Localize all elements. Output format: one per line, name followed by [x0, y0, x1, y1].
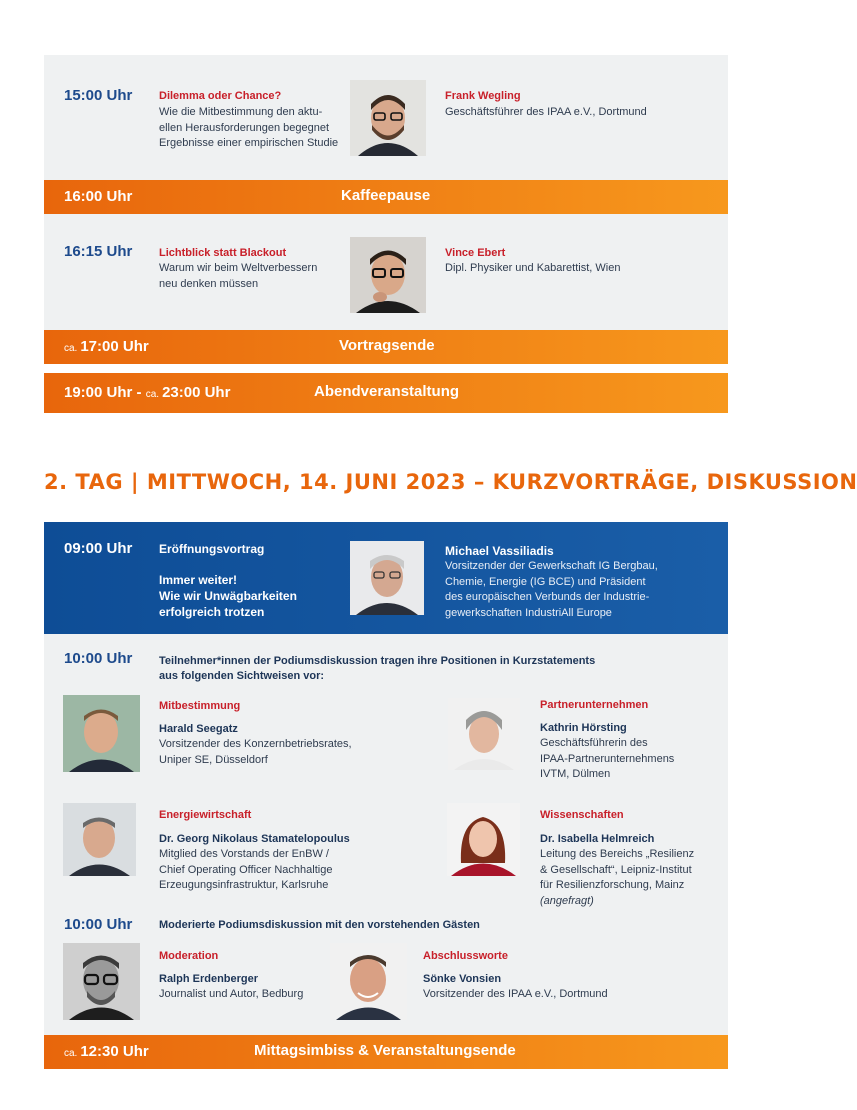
- opening-speaker-name: Michael Vassiliadis: [445, 544, 554, 558]
- panelist2-name: Kathrin Hörsting: [540, 722, 627, 734]
- panelist3-role: Mitglied des Vorstands der EnBW / Chief Operating Officer Nachhaltige Erzeugungsinfrastruktur, Karlsruhe: [159, 848, 333, 891]
- moderator-role: Journalist und Autor, Bedburg: [159, 988, 304, 1000]
- panelist-photo-georg-stamatelopoulus: [63, 803, 136, 876]
- evening-event-label: Abendveranstaltung: [314, 383, 460, 400]
- speaker-photo-vince-ebert: [350, 237, 426, 313]
- moderator-name: Ralph Erdenberger: [159, 973, 259, 985]
- panelist2-category: Partnerunternehmen: [540, 699, 649, 711]
- talk1-speaker-role: Geschäftsführer des IPAA e.V., Dortmund: [445, 106, 647, 118]
- lunch-end-label: Mittagsimbiss & Veranstaltungsende: [254, 1042, 516, 1059]
- panelist3-name: Dr. Georg Nikolaus Stamatelopoulus: [159, 833, 350, 845]
- talk2-speaker-role: Dipl. Physiker und Kabarettist, Wien: [445, 262, 621, 274]
- panelist1-category: Mitbestimmung: [159, 700, 241, 712]
- lunch-end-time: ca. 12:30 Uhr: [64, 1043, 149, 1060]
- panelist-photo-kathrin-hoersting: [448, 698, 520, 770]
- opening-title: Eröffnungsvortrag: [159, 542, 265, 556]
- closing-category: Abschlussworte: [423, 950, 508, 962]
- talk2-time: 16:15 Uhr: [64, 243, 133, 260]
- day2-heading: 2. TAG | MITTWOCH, 14. JUNI 2023 – KURZVORTRÄGE, DISKUSSION: [44, 470, 857, 494]
- lunch-end-bar: [44, 1035, 728, 1069]
- panelist-photo-isabella-helmreich: [447, 803, 520, 876]
- discussion-time: 10:00 Uhr: [64, 916, 133, 933]
- evening-event-time: 19:00 Uhr - ca. 23:00 Uhr: [64, 384, 231, 401]
- talk2-title: Lichtblick statt Blackout: [159, 247, 287, 259]
- talk2-description: Warum wir beim Weltverbessern neu denken müssen: [159, 262, 318, 290]
- talks-end-label: Vortragsende: [339, 337, 435, 354]
- panelist-photo-harald-seegatz: [63, 695, 140, 772]
- panelist1-role: Vorsitzender des Konzernbetriebsrates, Uniper SE, Düsseldorf: [159, 738, 352, 766]
- panelist3-category: Energiewirtschaft: [159, 809, 252, 821]
- closing-speaker-name: Sönke Vonsien: [423, 973, 502, 985]
- talk1-title: Dilemma oder Chance?: [159, 90, 282, 102]
- talk2-speaker-name: Vince Ebert: [445, 247, 506, 259]
- statements-time: 10:00 Uhr: [64, 650, 133, 667]
- talk1-time: 15:00 Uhr: [64, 87, 133, 104]
- opening-subtitle: Immer weiter! Wie wir Unwägbarkeiten erfolgreich trotzen: [159, 573, 297, 619]
- closing-speaker-role: Vorsitzender des IPAA e.V., Dortmund: [423, 988, 608, 1000]
- panelist4-role: Leitung des Bereichs „Resilienz & Gesellschaft“, Leipniz-Institut für Resilienzforschung, Mainz (angefragt): [540, 848, 695, 907]
- speaker-photo-michael-vassiliadis: [350, 541, 424, 615]
- talk1-description: Wie die Mitbestimmung den aktu- ellen Herausforderungen begegnet Ergebnisse einer empirischen Studie: [159, 106, 339, 149]
- closing-speaker-photo-soenke-vonsien: [330, 943, 407, 1020]
- panelist1-name: Harald Seegatz: [159, 723, 238, 735]
- discussion-intro: Moderierte Podiumsdiskussion mit den vorstehenden Gästen: [159, 919, 480, 931]
- talks-end-bar: [44, 330, 728, 364]
- coffee-break-bar: [44, 180, 728, 214]
- evening-event-bar: [44, 373, 728, 413]
- coffee-break-label: Kaffeepause: [341, 187, 431, 204]
- opening-time: 09:00 Uhr: [64, 540, 133, 557]
- opening-speaker-role: Vorsitzender der Gewerkschaft IG Bergbau, Chemie, Energie (IG BCE) und Präsident des europäischen Verbunds der Industrie- gewerkschaften IndustriAll Europe: [445, 560, 658, 619]
- moderation-category: Moderation: [159, 950, 219, 962]
- talk1-speaker-name: Frank Wegling: [445, 90, 521, 102]
- coffee-break-time: 16:00 Uhr: [64, 188, 133, 205]
- speaker-photo-frank-wegling: [350, 80, 426, 156]
- moderator-photo-ralph-erdenberger: [63, 943, 140, 1020]
- panelist2-role: Geschäftsführerin des IPAA-Partnerunternehmens IVTM, Dülmen: [540, 737, 675, 780]
- panelist4-category: Wissenschaften: [540, 809, 624, 821]
- panelist4-name: Dr. Isabella Helmreich: [540, 833, 655, 845]
- talks-end-time: ca. 17:00 Uhr: [64, 338, 149, 355]
- statements-intro: Teilnehmer*innen der Podiumsdiskussion tragen ihre Positionen in Kurzstatements aus folgenden Sichtweisen vor:: [159, 655, 596, 682]
